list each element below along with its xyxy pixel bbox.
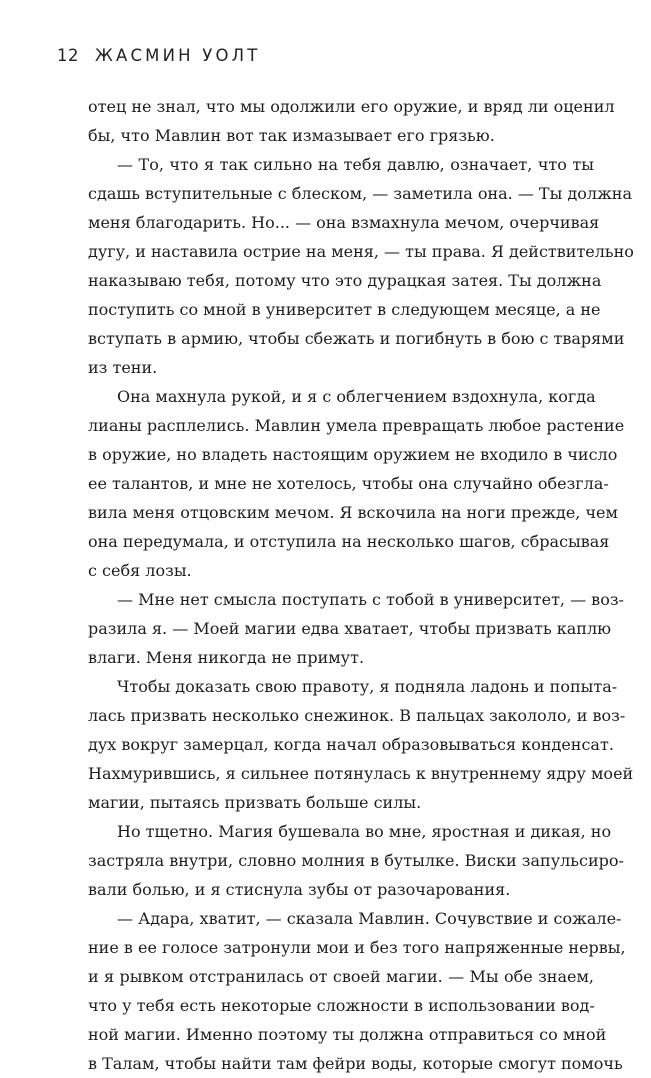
- text-line: и я рывком отстранилась от своей магии. — Мы обе знаем,: [88, 967, 594, 986]
- text-line: вали болью, и я стиснула зубы от разочарования.: [88, 880, 511, 899]
- text-line: лась призвать несколько снежинок. В пальцах закололо, и воз-: [88, 706, 626, 725]
- text-line: влаги. Меня никогда не примут.: [88, 648, 365, 667]
- text-line: вступать в армию, чтобы сбежать и погибнуть в бою с тварями: [88, 329, 625, 348]
- text-line: меня благодарить. Но... — она взмахнула мечом, очерчивая: [88, 213, 600, 232]
- paragraph: [88, 92, 615, 150]
- text-line: из тени.: [88, 358, 158, 377]
- text-line: Но тщетно. Магия бушевала во мне, яростная и дикая, но: [117, 822, 612, 841]
- text-line: отец не знал, что мы одолжили его оружие, и вряд ли оценил: [88, 97, 615, 116]
- running-header: [57, 46, 261, 70]
- paragraph: [88, 904, 626, 1078]
- text-line: дух вокруг замерцал, когда начал образовываться конденсат.: [88, 735, 614, 754]
- author-name: ЖАСМИН УОЛТ: [95, 46, 261, 65]
- paragraph: [88, 817, 624, 904]
- text-line: вила меня отцовским мечом. Я вскочила на ноги прежде, чем: [88, 503, 618, 522]
- text-line: лианы расплелись. Мавлин умела превращать любое растение: [88, 416, 625, 435]
- text-line: — То, что я так сильно на тебя давлю, означает, что ты: [117, 155, 594, 174]
- text-line: разила я. — Моей магии едва хватает, чтобы призвать каплю: [88, 619, 612, 638]
- text-line: что у тебя есть некоторые сложности в использовании вод-: [88, 996, 595, 1015]
- text-line: — Адара, хватит, — сказала Мавлин. Сочувствие и сожале-: [117, 909, 622, 928]
- text-line: Нахмурившись, я сильнее потянулась к внутреннему ядру моей: [88, 764, 634, 783]
- paragraph: [88, 382, 625, 585]
- text-line: в Талам, чтобы найти там фейри воды, которые смогут помочь: [88, 1054, 623, 1073]
- text-line: ние в ее голосе затронули мои и без того напряженные нервы,: [88, 938, 626, 957]
- paragraph: [88, 585, 624, 672]
- text-line: магии, пытаясь призвать больше силы.: [88, 793, 422, 812]
- text-line: — Мне нет смысла поступать с тобой в университет, — воз-: [117, 590, 624, 609]
- text-line: поступить со мной в университет в следующем месяце, а не: [88, 300, 601, 319]
- text-line: сдашь вступительные с блеском, — заметила она. — Ты должна: [88, 184, 632, 203]
- body-text: [88, 92, 634, 1078]
- text-line: бы, что Мавлин вот так измазывает его грязью.: [88, 126, 495, 145]
- text-line: ной магии. Именно поэтому ты должна отправиться со мной: [88, 1025, 607, 1044]
- text-line: с себя лозы.: [88, 561, 192, 580]
- paragraph: [88, 672, 634, 817]
- text-line: Она махнула рукой, и я с облегчением вздохнула, когда: [117, 387, 596, 406]
- text-line: Чтобы доказать свою правоту, я подняла ладонь и попыта-: [117, 677, 618, 696]
- page-number: 12: [57, 46, 79, 65]
- paragraph: [88, 150, 634, 382]
- text-line: она передумала, и отступила на несколько шагов, сбрасывая: [88, 532, 610, 551]
- text-line: застряла внутри, словно молния в бутылке. Виски запульсиро-: [88, 851, 624, 870]
- text-line: дугу, и наставила острие на меня, — ты права. Я действительно: [88, 242, 634, 261]
- text-line: наказываю тебя, потому что это дурацкая затея. Ты должна: [88, 271, 602, 290]
- text-line: ее талантов, и мне не хотелось, чтобы она случайно обезгла-: [88, 474, 609, 493]
- text-line: в оружие, но владеть настоящим оружием не входило в число: [88, 445, 618, 464]
